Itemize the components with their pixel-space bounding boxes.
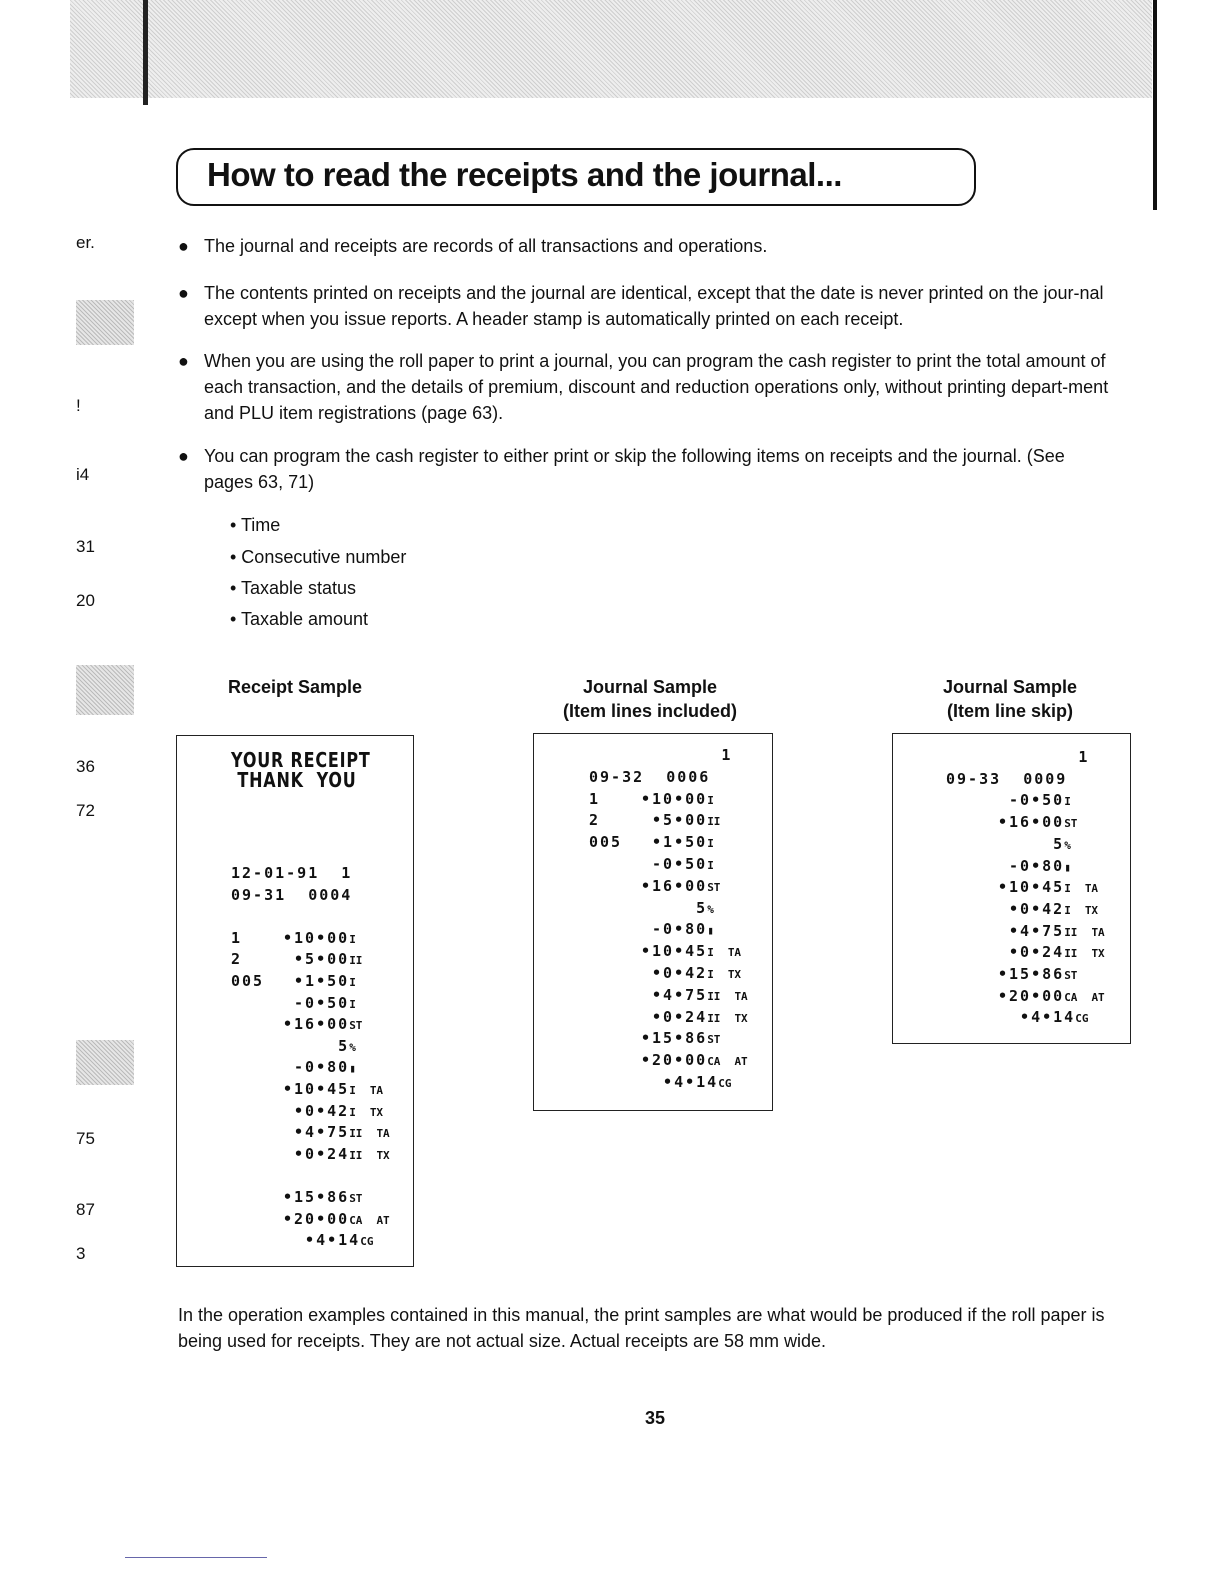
print-line xyxy=(589,1008,748,1026)
line-symbol: ST xyxy=(707,1033,721,1047)
tax-symbol: TX xyxy=(1091,947,1105,961)
line-symbol: II xyxy=(707,815,721,829)
line-symbol: CA xyxy=(707,1055,721,1069)
line-amount: •15•86 xyxy=(641,1029,708,1048)
caption-line: (Item lines included) xyxy=(562,701,738,721)
line-label: 1 xyxy=(231,928,243,947)
margin-fragment: i4 xyxy=(76,465,90,484)
sub-item: • Consecutive number xyxy=(230,547,407,567)
print-line xyxy=(589,790,728,808)
tax-symbol: TA xyxy=(376,1127,390,1141)
line-amount: •20•00 xyxy=(283,1209,350,1228)
tax-symbol: TX xyxy=(1084,903,1099,917)
line-amount: •4•75 xyxy=(998,921,1065,940)
print-line xyxy=(231,929,370,947)
line-amount: 5 xyxy=(998,834,1065,853)
line-amount: •4•75 xyxy=(283,1123,350,1142)
line-symbol: ST xyxy=(349,1019,363,1033)
tax-symbol: TX xyxy=(369,1105,384,1119)
print-line xyxy=(946,791,1085,809)
line-label: 09-31 0004 xyxy=(231,885,353,904)
margin-shading xyxy=(76,1040,134,1085)
line-symbol: ST xyxy=(1064,817,1078,831)
line-label: 005 xyxy=(589,833,623,852)
print-line xyxy=(231,1080,383,1098)
line-symbol: % xyxy=(1064,838,1071,852)
right-rule xyxy=(1153,0,1157,210)
line-symbol: I xyxy=(349,932,356,946)
line-label: 09-33 0009 xyxy=(946,769,1068,788)
line-label: 005 xyxy=(231,972,265,990)
line-amount: •0•24 xyxy=(998,943,1065,962)
bullet-icon: ● xyxy=(178,351,189,371)
line-amount: •0•42 xyxy=(641,964,708,982)
line-symbol: % xyxy=(707,902,714,916)
line-symbol: I xyxy=(707,968,714,981)
margin-fragment: 72 xyxy=(76,801,95,820)
tax-symbol: TX xyxy=(727,968,742,981)
bullet-text: You can program the cash register to either print or skip the following items on receipts and the journal. (See pages 63, 71) xyxy=(204,446,1065,492)
line-amount: •15•86 xyxy=(998,965,1065,983)
print-line xyxy=(231,1188,376,1206)
sub-item: • Taxable amount xyxy=(230,609,369,629)
print-line xyxy=(946,900,1098,918)
bullet-icon: ● xyxy=(178,236,189,256)
bullet-icon: ● xyxy=(178,446,189,466)
line-symbol: CA xyxy=(1064,990,1078,1004)
line-amount: -0•50 xyxy=(283,993,350,1012)
print-line xyxy=(231,1123,390,1141)
print-line xyxy=(589,1029,734,1047)
line-symbol: I xyxy=(349,1105,356,1119)
line-symbol: I xyxy=(707,837,714,851)
print-line xyxy=(589,920,728,938)
line-symbol: I xyxy=(349,976,356,989)
bullet-icon: ● xyxy=(178,283,189,303)
print-line xyxy=(946,813,1091,831)
line-label: 2 xyxy=(231,950,243,969)
bullet-text: The journal and receipts are records of all transactions and operations. xyxy=(204,236,768,256)
print-line xyxy=(231,907,297,925)
print-line xyxy=(589,855,728,873)
tax-symbol: TA xyxy=(727,946,742,960)
line-amount: 5 xyxy=(641,898,708,917)
line-label: 2 xyxy=(589,811,601,830)
line-amount: •16•00 xyxy=(641,876,708,895)
print-line xyxy=(231,886,366,904)
receipt-caption: Receipt Sample xyxy=(227,677,363,697)
print-line xyxy=(231,994,370,1012)
bullet-item xyxy=(178,443,1118,495)
bullet-item xyxy=(178,348,1118,426)
line-symbol: II xyxy=(349,1148,363,1162)
print-line xyxy=(946,965,1091,983)
margin-fragment: 31 xyxy=(76,537,95,556)
print-line xyxy=(231,1015,376,1033)
line-amount: •0•42 xyxy=(998,899,1065,918)
line-symbol: ST xyxy=(1064,969,1078,982)
print-line xyxy=(589,833,728,851)
margin-fragment: 87 xyxy=(76,1200,95,1219)
margin-shading xyxy=(76,665,134,715)
tax-symbol: TA xyxy=(1084,882,1099,896)
print-line xyxy=(946,943,1105,961)
line-amount: •20•00 xyxy=(998,986,1065,1005)
print-line xyxy=(231,1231,387,1249)
line-label: 09-32 0006 xyxy=(589,767,711,786)
tax-symbol: TA xyxy=(734,989,748,1003)
line-symbol: ST xyxy=(707,880,721,894)
line-symbol: II xyxy=(707,989,721,1003)
header-line: THANK YOU xyxy=(231,768,357,792)
line-symbol: CG xyxy=(718,1077,732,1090)
print-line xyxy=(231,950,376,968)
line-symbol: ▮ xyxy=(707,924,714,938)
line-amount: •4•14 xyxy=(641,1073,719,1091)
tax-symbol: TA xyxy=(1091,925,1105,939)
margin-fragment: 20 xyxy=(76,591,95,610)
bullet-text: When you are using the roll paper to print a journal, you can program the cash register to print the total amount of each transaction, and the details of premium, discount and reduction operations only, without printing depart-ment and PLU item registrations (page 63). xyxy=(204,351,1109,423)
line-amount: •1•50 xyxy=(641,833,708,852)
margin-fragment: 36 xyxy=(76,757,95,776)
line-amount: •0•24 xyxy=(283,1144,350,1163)
line-amount: •4•14 xyxy=(283,1231,361,1250)
line-amount: •0•42 xyxy=(283,1101,350,1120)
print-line xyxy=(589,964,741,982)
line-symbol: I xyxy=(349,1084,356,1097)
margin-fragment: ! xyxy=(76,396,81,415)
print-line xyxy=(946,835,1085,853)
bottom-line xyxy=(125,1557,267,1558)
line-symbol: II xyxy=(349,1127,363,1141)
line-amount: •10•00 xyxy=(283,928,350,947)
line-amount: •16•00 xyxy=(283,1015,350,1034)
print-line xyxy=(946,878,1098,896)
line-symbol: ST xyxy=(349,1192,363,1205)
print-line xyxy=(946,857,1085,875)
print-line xyxy=(589,746,746,764)
line-symbol: CG xyxy=(360,1235,374,1249)
print-line xyxy=(589,942,741,960)
print-line xyxy=(946,987,1105,1005)
print-line xyxy=(589,899,728,917)
line-amount: •4•14 xyxy=(998,1008,1076,1027)
header-bar xyxy=(143,0,148,105)
footer-note: In the operation examples contained in this manual, the print samples are what would be produced if the roll paper is being used for receipts. They are not actual size. Actual receipts are 58 mm wide. xyxy=(178,1305,1105,1351)
line-amount: •10•45 xyxy=(641,942,708,961)
line-symbol: ▮ xyxy=(349,1062,356,1076)
line-symbol: I xyxy=(707,793,714,807)
line-amount: •15•86 xyxy=(283,1188,350,1206)
print-line xyxy=(231,1058,370,1076)
line-symbol: ▮ xyxy=(1064,860,1071,874)
print-line xyxy=(231,1037,370,1055)
page-number: 35 xyxy=(645,1408,666,1428)
line-amount: 5 xyxy=(283,1036,350,1055)
print-line xyxy=(589,877,734,895)
print-line xyxy=(231,1210,390,1228)
line-amount: •5•00 xyxy=(283,950,350,969)
caption-line: Journal Sample xyxy=(942,677,1078,697)
journal-items-caption xyxy=(530,675,770,723)
line-amount: •5•00 xyxy=(641,811,708,830)
page-title: How to read the receipts and the journal... xyxy=(207,156,842,193)
line-symbol: I xyxy=(1064,903,1071,917)
sub-item: • Taxable status xyxy=(230,578,357,598)
tax-symbol: TA xyxy=(369,1084,384,1097)
line-symbol: CG xyxy=(1075,1012,1089,1026)
bullet-text: The contents printed on receipts and the journal are identical, except that the date is never printed on the jour-nal except when you issue reports. A header stamp is automatically printed on each receipt. xyxy=(204,283,1104,329)
print-line xyxy=(946,1008,1102,1026)
print-line xyxy=(946,922,1105,940)
print-line xyxy=(231,864,366,882)
margin-shading xyxy=(76,300,134,345)
line-amount: •10•00 xyxy=(641,789,708,808)
line-symbol: I xyxy=(1064,795,1071,809)
line-symbol: II xyxy=(1064,925,1078,939)
line-amount: •0•24 xyxy=(641,1007,708,1026)
line-label: 12-01-91 1 xyxy=(231,864,353,882)
header-line: YOUR RECEIPT xyxy=(231,748,371,772)
print-line xyxy=(946,770,1081,788)
line-amount: -0•80 xyxy=(998,856,1065,875)
line-amount: •20•00 xyxy=(641,1051,708,1070)
tax-symbol: AT xyxy=(376,1213,390,1227)
line-label: 1 xyxy=(589,789,601,808)
tax-symbol: AT xyxy=(1091,990,1105,1004)
line-symbol: CA xyxy=(349,1213,363,1227)
print-line xyxy=(589,1051,748,1069)
line-label: 1 xyxy=(946,748,1090,766)
print-line xyxy=(231,972,370,990)
line-amount: -0•80 xyxy=(283,1058,350,1077)
margin-fragment: 3 xyxy=(76,1244,86,1263)
journal-skip-caption xyxy=(890,675,1130,723)
line-symbol: I xyxy=(707,859,714,872)
print-line xyxy=(589,768,724,786)
line-amount: •10•45 xyxy=(998,878,1065,897)
line-amount: •16•00 xyxy=(998,813,1065,832)
print-line xyxy=(589,986,748,1004)
print-line xyxy=(231,1145,390,1163)
line-symbol: % xyxy=(349,1040,356,1054)
sub-item: • Time xyxy=(230,515,281,535)
line-amount: -0•80 xyxy=(641,920,708,939)
tax-symbol: TX xyxy=(376,1148,390,1162)
line-amount: •10•45 xyxy=(283,1080,350,1098)
line-symbol: I xyxy=(349,997,356,1011)
line-symbol: II xyxy=(349,954,363,968)
line-symbol: II xyxy=(707,1011,721,1025)
line-amount: •1•50 xyxy=(283,972,350,990)
bullet-item xyxy=(178,280,1118,332)
line-symbol: II xyxy=(1064,947,1078,961)
print-line xyxy=(946,748,1103,766)
line-symbol: I xyxy=(707,946,714,960)
line-amount: -0•50 xyxy=(641,855,708,873)
tax-symbol: AT xyxy=(734,1055,748,1069)
bullet-item xyxy=(178,233,1118,259)
line-amount: •4•75 xyxy=(641,985,708,1004)
line-label: 1 xyxy=(589,746,733,764)
receipt-header-stamp xyxy=(231,750,371,790)
line-amount: -0•50 xyxy=(998,791,1065,810)
tax-symbol: TX xyxy=(734,1011,748,1025)
margin-fragment: 75 xyxy=(76,1129,95,1148)
print-line xyxy=(589,1073,745,1091)
header-band xyxy=(70,0,1152,98)
margin-fragment: er. xyxy=(76,233,95,252)
line-symbol: I xyxy=(1064,882,1071,896)
caption-line: Journal Sample xyxy=(582,677,718,697)
print-line xyxy=(231,1166,297,1184)
print-line xyxy=(231,1102,383,1120)
print-line xyxy=(589,811,734,829)
caption-line: (Item line skip) xyxy=(946,701,1074,721)
